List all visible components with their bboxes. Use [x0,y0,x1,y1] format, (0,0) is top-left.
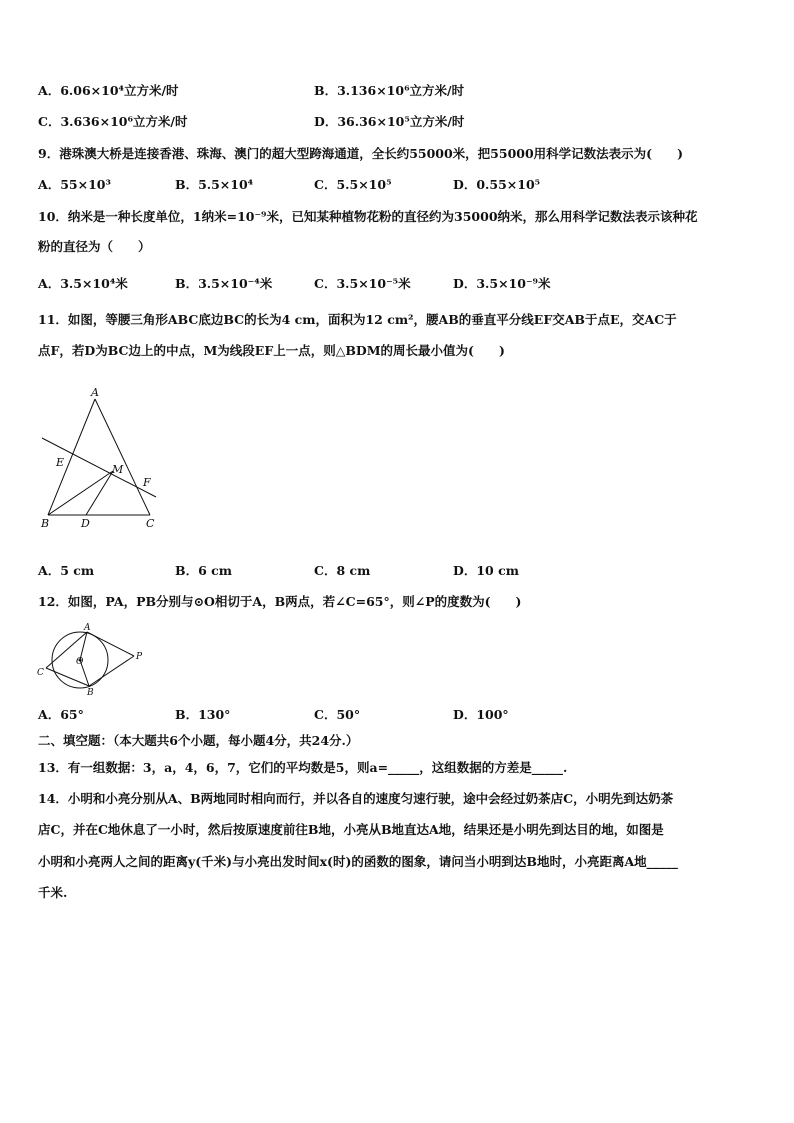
q12-circle-figure [34,620,154,698]
label-c: C [37,668,44,678]
segment-dm [86,471,113,515]
q8-option-c: C．3.636×10⁶立方米/时 [38,114,188,129]
q9-option-b: B．5.5×10⁴ [175,177,254,192]
chord-cb [46,668,89,686]
q12-stem: 12．如图，PA，PB分别与⊙O相切于A，B两点，若∠C=65°，则∠P的度数为( ) [38,594,522,609]
q10-stem-line1: 10．纳米是一种长度单位，1纳米=10⁻⁹米，已知某种植物花粉的直径约为35000纳米，那么用科学记数法表示该种花 [38,209,698,224]
q14-line2: 店C，并在C地休息了一小时，然后按原速度前往B地，小亮从B地直达A地，结果还是小明先到达目的地，如图是 [38,822,664,837]
q8-option-b: B．3.136×10⁶立方米/时 [314,83,465,98]
section-title: 二、填空题：（本大题共6个小题，每小题4分，共24分.） [38,733,359,748]
tangent-pa [87,632,134,656]
q10-option-c: C．3.5×10⁻⁵米 [314,276,411,291]
q11-triangle-figure [36,382,166,532]
label-o: O [76,657,84,667]
q8-option-d: D．36.36×10⁵立方米/时 [314,114,465,129]
q14-line3: 小明和小亮两人之间的距离y(千米)与小亮出发时间x(时)的函数的图象，请问当小明到达B地时，小亮距离A地_____ [38,854,678,869]
tangent-pb [89,656,134,686]
q9-option-a: A．55×10³ [38,177,111,192]
label-c: C [146,517,155,530]
q9-option-c: C．5.5×10⁵ [314,177,392,192]
q14-line1: 14．小明和小亮分别从A、B两地同时相向而行，并以各自的速度匀速行驶，途中会经过奶茶店C，小明先到达奶茶 [38,791,674,806]
q9-option-d: D．0.55×10⁵ [453,177,541,192]
label-d: D [81,517,90,530]
label-a: A [91,386,99,399]
q12-option-c: C．50° [314,707,361,722]
side-ac [95,399,150,515]
q11-option-c: C．8 cm [314,563,371,578]
q12-option-a: A．65° [38,707,84,722]
q12-option-b: B．130° [175,707,231,722]
label-b: B [41,517,50,530]
q11-option-d: D．10 cm [453,563,519,578]
q8-option-a: A．6.06×10⁴立方米/时 [38,83,179,98]
label-m: M [112,463,124,476]
q11-option-a: A．5 cm [38,563,95,578]
radius-oa [80,632,87,660]
q10-option-b: B．3.5×10⁻⁴米 [175,276,273,291]
q9-stem: 9．港珠澳大桥是连接香港、珠海、澳门的超大型跨海通道，全长约55000米，把55000用科学记数法表示为( ) [38,146,684,161]
q13-stem: 13．有一组数据：3，a，4，6，7，它们的平均数是5，则a=_____，这组数据的方差是_____. [38,760,568,775]
q11-stem-line1: 11．如图，等腰三角形ABC底边BC的长为4 cm，面积为12 cm²，腰AB的垂直平分线EF交AB于点E，交AC于 [38,312,677,327]
label-b: B [87,688,94,698]
q10-option-a: A．3.5×10⁴米 [38,276,128,291]
q11-stem-line2: 点F，若D为BC边上的中点，M为线段EF上一点，则△BDM的周长最小值为( ) [38,343,505,358]
q10-stem-line2: 粉的直径为（ ） [38,239,151,254]
label-p: P [136,652,143,662]
q10-option-d: D．3.5×10⁻⁹米 [453,276,551,291]
segment-bm [48,471,113,515]
q12-option-d: D．100° [453,707,509,722]
label-e: E [56,456,65,469]
label-f: F [143,476,151,489]
q14-line4: 千米. [38,885,68,900]
q11-option-b: B．6 cm [175,563,232,578]
label-a: A [84,623,91,633]
